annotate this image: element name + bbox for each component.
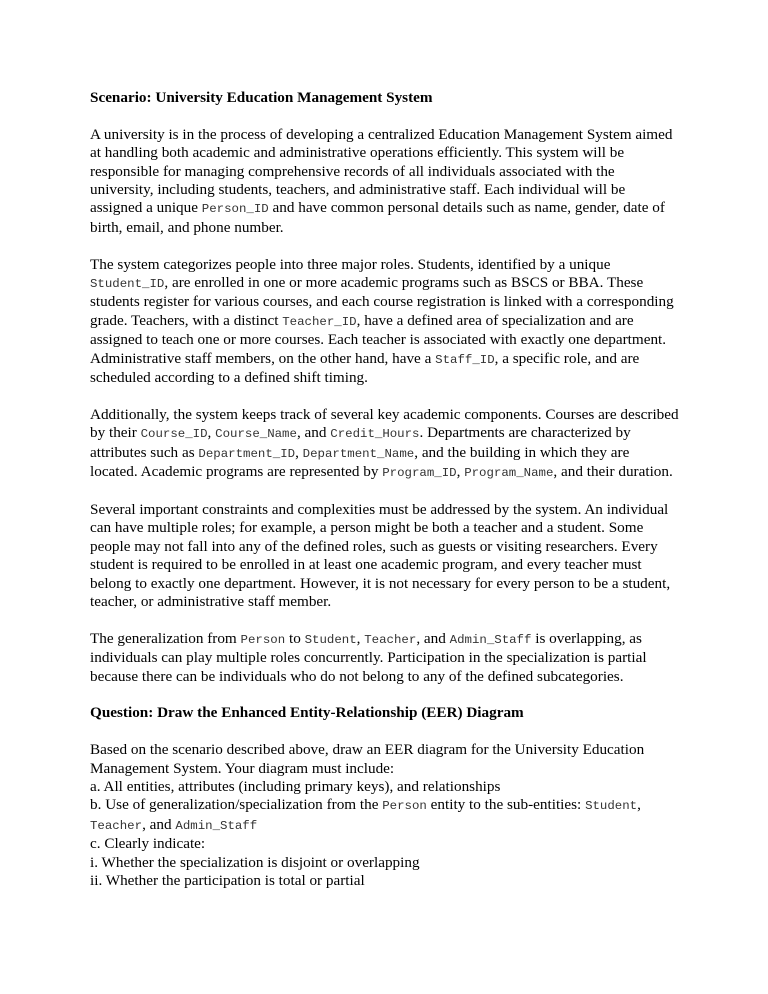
question-item-b: b. Use of generalization/specialization from the Person entity to the sub-entities: Student, Teacher, and Admin_Staff [90,796,641,833]
question-item-c: c. Clearly indicate: [90,835,206,853]
code-term: Teacher [364,632,417,647]
code-term: Program_Name [464,466,554,481]
code-term: Student [304,632,357,647]
paragraph-intro: A university is in the process of developing a centralized Education Management System aimed at handling both academic and administrative operations efficiently. This system will be responsible for managing comprehensive records of all individuals associated with the university, including students, teachers, and administrative staff. Each individual will be assigned a unique Person_ID and have common personal details such as name, gender, date of birth, email, and phone number. [90,125,673,236]
code-term: Admin_Staff [175,818,258,833]
code-term: Course_Name [215,427,297,442]
code-term: Course_ID [140,427,208,442]
code-term: Student [585,799,638,814]
code-term: Program_ID [382,466,457,481]
code-term: Person [240,632,286,647]
code-term: Credit_Hours [330,427,420,442]
question-item-c-ii: ii. Whether the participation is total or partial [90,871,365,889]
code-term: Department_ID [198,446,296,461]
paragraph-components: Additionally, the system keeps track of several key academic components. Courses are described by their Course_ID, Course_Name, and Credit_Hours. Departments are characterized by attributes such as Department_ID, Department_Name, and the building in which they are located. Academic programs are represented by Program_ID, Program_Name, and their duration. [90,405,679,481]
code-term: Department_Name [302,446,415,461]
code-term: Person [382,799,427,814]
question-item-c-i: i. Whether the specialization is disjoint or overlapping [90,853,420,871]
code-term: Teacher [90,818,143,833]
code-term: Staff_ID [435,352,495,367]
question-title: Question: Draw the Enhanced Entity-Relationship (EER) Diagram [90,704,524,722]
paragraph-constraints: Several important constraints and complexities must be addressed by the system. An individual can have multiple roles; for example, a person might be both a teacher and a student. Some people may not fall into any of the defined roles, such as guests or visiting researchers. Every student is required to be enrolled in at least one academic program, and every teacher must belong to exactly one department. However, it is not necessary for every person to be a student, teacher, or administrative staff member. [90,500,671,610]
question-intro: Based on the scenario described above, draw an EER diagram for the University Education Management System. Your diagram must include: [90,741,645,777]
question-item-a: a. All entities, attributes (including primary keys), and relationships [90,777,501,795]
code-term: Admin_Staff [449,632,532,647]
code-term: Student_ID [90,277,165,292]
paragraph-generalization: The generalization from Person to Student, Teacher, and Admin_Staff is overlapping, as individuals can play multiple roles concurrently. Participation in the specialization is partial because there can be individuals who do not belong to any of the defined subcategories. [90,629,647,685]
code-term: Person_ID [201,202,269,217]
scenario-title: Scenario: University Education Management System [90,89,433,106]
code-term: Teacher_ID [282,314,357,329]
paragraph-roles: The system categorizes people into three major roles. Students, identified by a unique Student_ID, are enrolled in one or more academic programs such as BSCS or BBA. These students register for various courses, and each course registration is linked with a corresponding grade. Teachers, with a distinct Teacher_ID, have a defined area of specialization and are assigned to teach one or more courses. Each teacher is associated with exactly one department. Administrative staff members, on the other hand, have a Staff_ID, a specific role, and are scheduled according to a defined shift timing. [90,255,674,387]
